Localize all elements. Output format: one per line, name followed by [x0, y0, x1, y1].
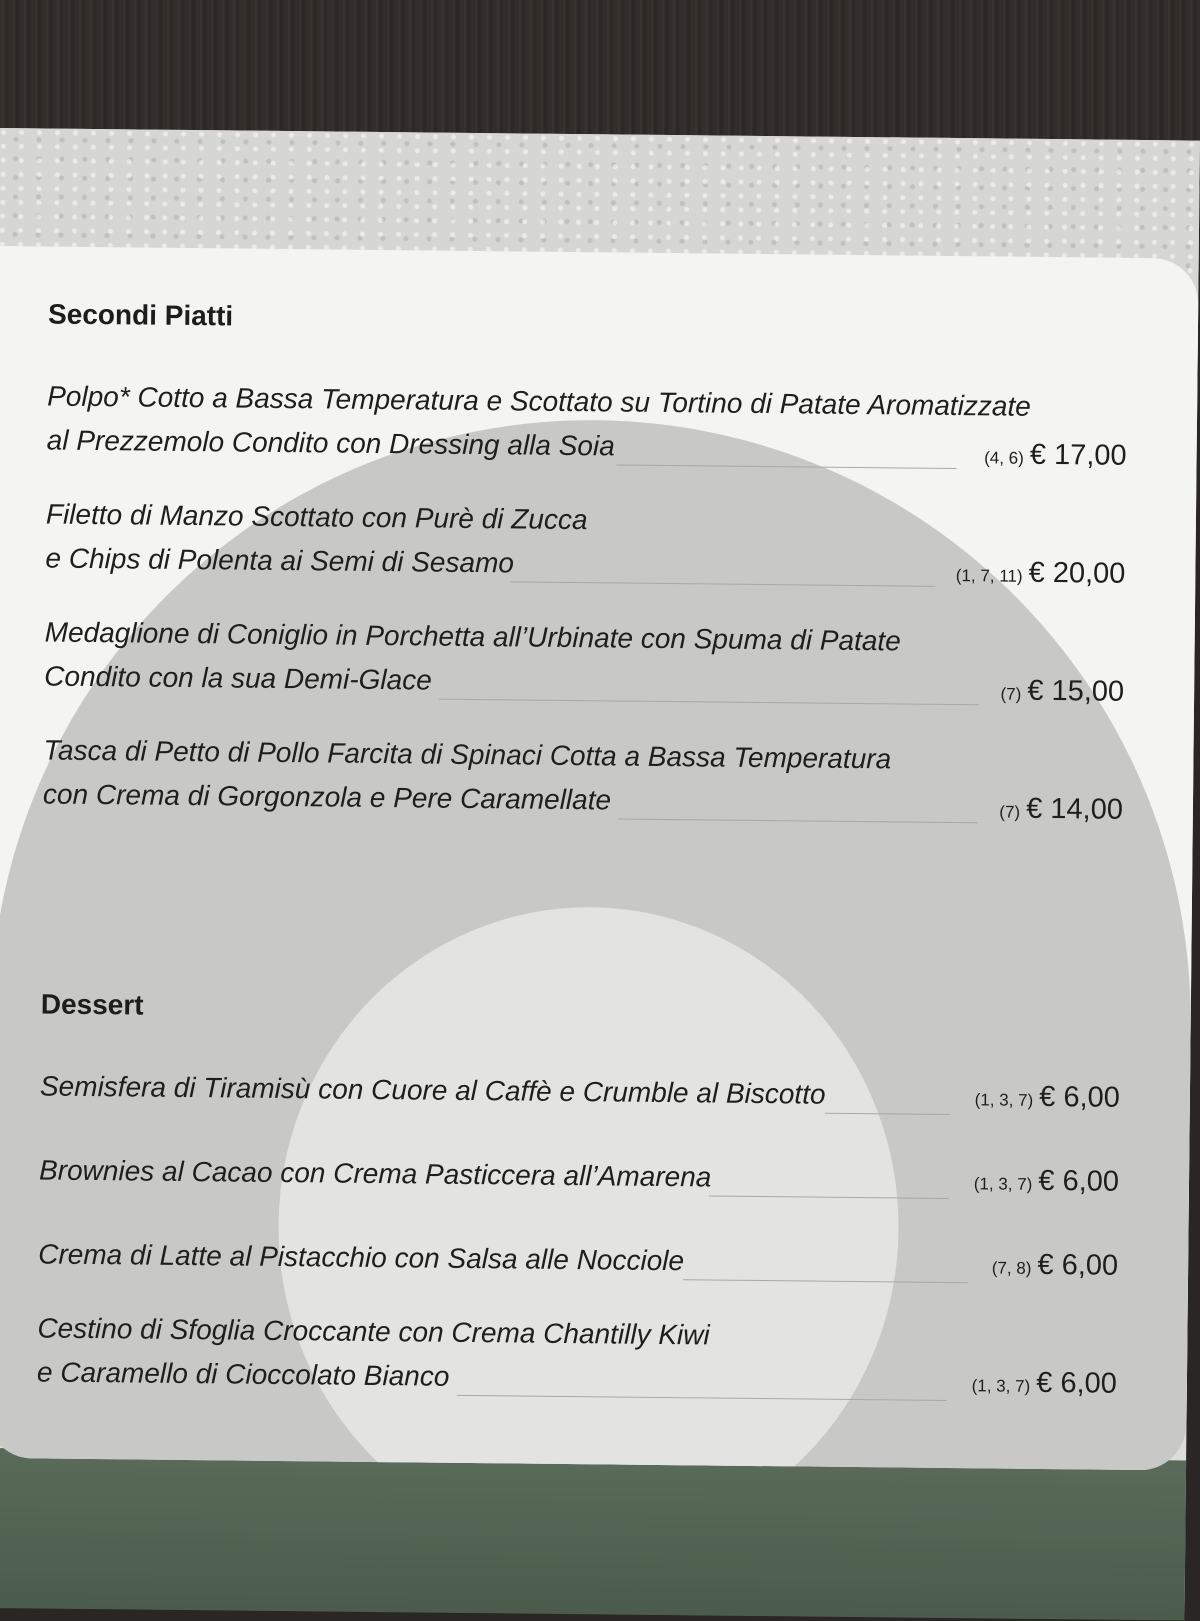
leader-line	[618, 819, 978, 824]
menu-item-coniglio	[44, 616, 1125, 717]
green-band	[0, 1448, 1186, 1621]
allergen-codes: (1, 3, 7)	[973, 1174, 1033, 1194]
item-name-line1: Cestino di Sfoglia Croccante con Crema Chantilly Kiwi	[37, 1312, 710, 1351]
item-name-line1: Brownies al Cacao con Crema Pasticcera all’Amarena	[38, 1154, 712, 1193]
allergen-codes: (1, 3, 7)	[971, 1376, 1031, 1396]
item-name-line2: con Crema di Gorgonzola e Pere Caramellate	[42, 778, 612, 816]
item-name-line1: Medaglione di Coniglio in Porchetta all’Urbinate con Spuma di Patate	[44, 616, 901, 657]
menu-paper	[0, 128, 1200, 1612]
allergen-codes: (4, 6)	[984, 448, 1024, 468]
price-group	[975, 1080, 1121, 1115]
section-title-dessert: Dessert	[40, 988, 144, 1021]
menu-item-cestino	[37, 1312, 1118, 1413]
price-group	[972, 1366, 1118, 1401]
price-group	[956, 556, 1126, 591]
item-price: € 20,00	[1028, 556, 1126, 590]
menu-item-filetto	[45, 499, 1126, 600]
item-name-line1: Tasca di Petto di Pollo Farcita di Spinaci Cotta a Bassa Temperatura	[43, 734, 892, 775]
item-price: € 17,00	[1029, 438, 1127, 472]
item-price: € 15,00	[1027, 674, 1125, 708]
allergen-codes: (7, 8)	[991, 1258, 1032, 1278]
allergen-codes: (1, 7, 11)	[955, 566, 1023, 586]
price-group	[984, 438, 1127, 472]
item-name-line2: e Chips di Polenta ai Semi di Sesamo	[45, 542, 515, 579]
item-price: € 6,00	[1039, 1080, 1121, 1114]
menu-item-pollo	[43, 734, 1124, 835]
price-group	[999, 793, 1123, 827]
leader-line	[825, 1113, 950, 1115]
item-name-line2: Condito con la sua Demi-Glace	[44, 660, 432, 696]
price-group	[992, 1248, 1119, 1282]
item-name-line2: e Caramello di Cioccolato Bianco	[36, 1356, 450, 1392]
menu-card	[0, 246, 1199, 1470]
price-group	[974, 1164, 1120, 1199]
leader-line	[709, 1195, 949, 1199]
item-name-line1: Semisfera di Tiramisù con Cuore al Caffè e Crumble al Biscotto	[39, 1070, 826, 1110]
leader-line	[616, 464, 956, 469]
allergen-codes: (7)	[999, 802, 1021, 822]
price-group	[1000, 675, 1124, 709]
section-title-secondi: Secondi Piatti	[47, 298, 234, 332]
item-price: € 6,00	[1037, 1248, 1119, 1282]
leader-line	[457, 1395, 947, 1401]
item-name-line1: Filetto di Manzo Scottato con Purè di Zucca	[45, 498, 588, 536]
item-price: € 6,00	[1038, 1164, 1120, 1198]
item-name-line2: al Prezzemolo Condito con Dressing alla Soia	[46, 424, 615, 462]
item-name-line1: Crema di Latte al Pistacchio con Salsa alle Nocciole	[38, 1238, 685, 1277]
menu-content	[0, 246, 1199, 1470]
leader-line	[510, 581, 935, 586]
leader-line	[439, 699, 979, 706]
menu-item-polpo	[46, 381, 1127, 482]
table-surface	[0, 0, 1200, 140]
item-price: € 14,00	[1025, 792, 1124, 826]
item-name-line1: Polpo* Cotto a Bassa Temperatura e Scottato su Tortino di Patate Aromatizzate	[47, 380, 1031, 422]
item-price: € 6,00	[1036, 1366, 1118, 1400]
allergen-codes: (7)	[1000, 684, 1022, 704]
leader-line	[683, 1279, 968, 1283]
allergen-codes: (1, 3, 7)	[974, 1090, 1034, 1110]
